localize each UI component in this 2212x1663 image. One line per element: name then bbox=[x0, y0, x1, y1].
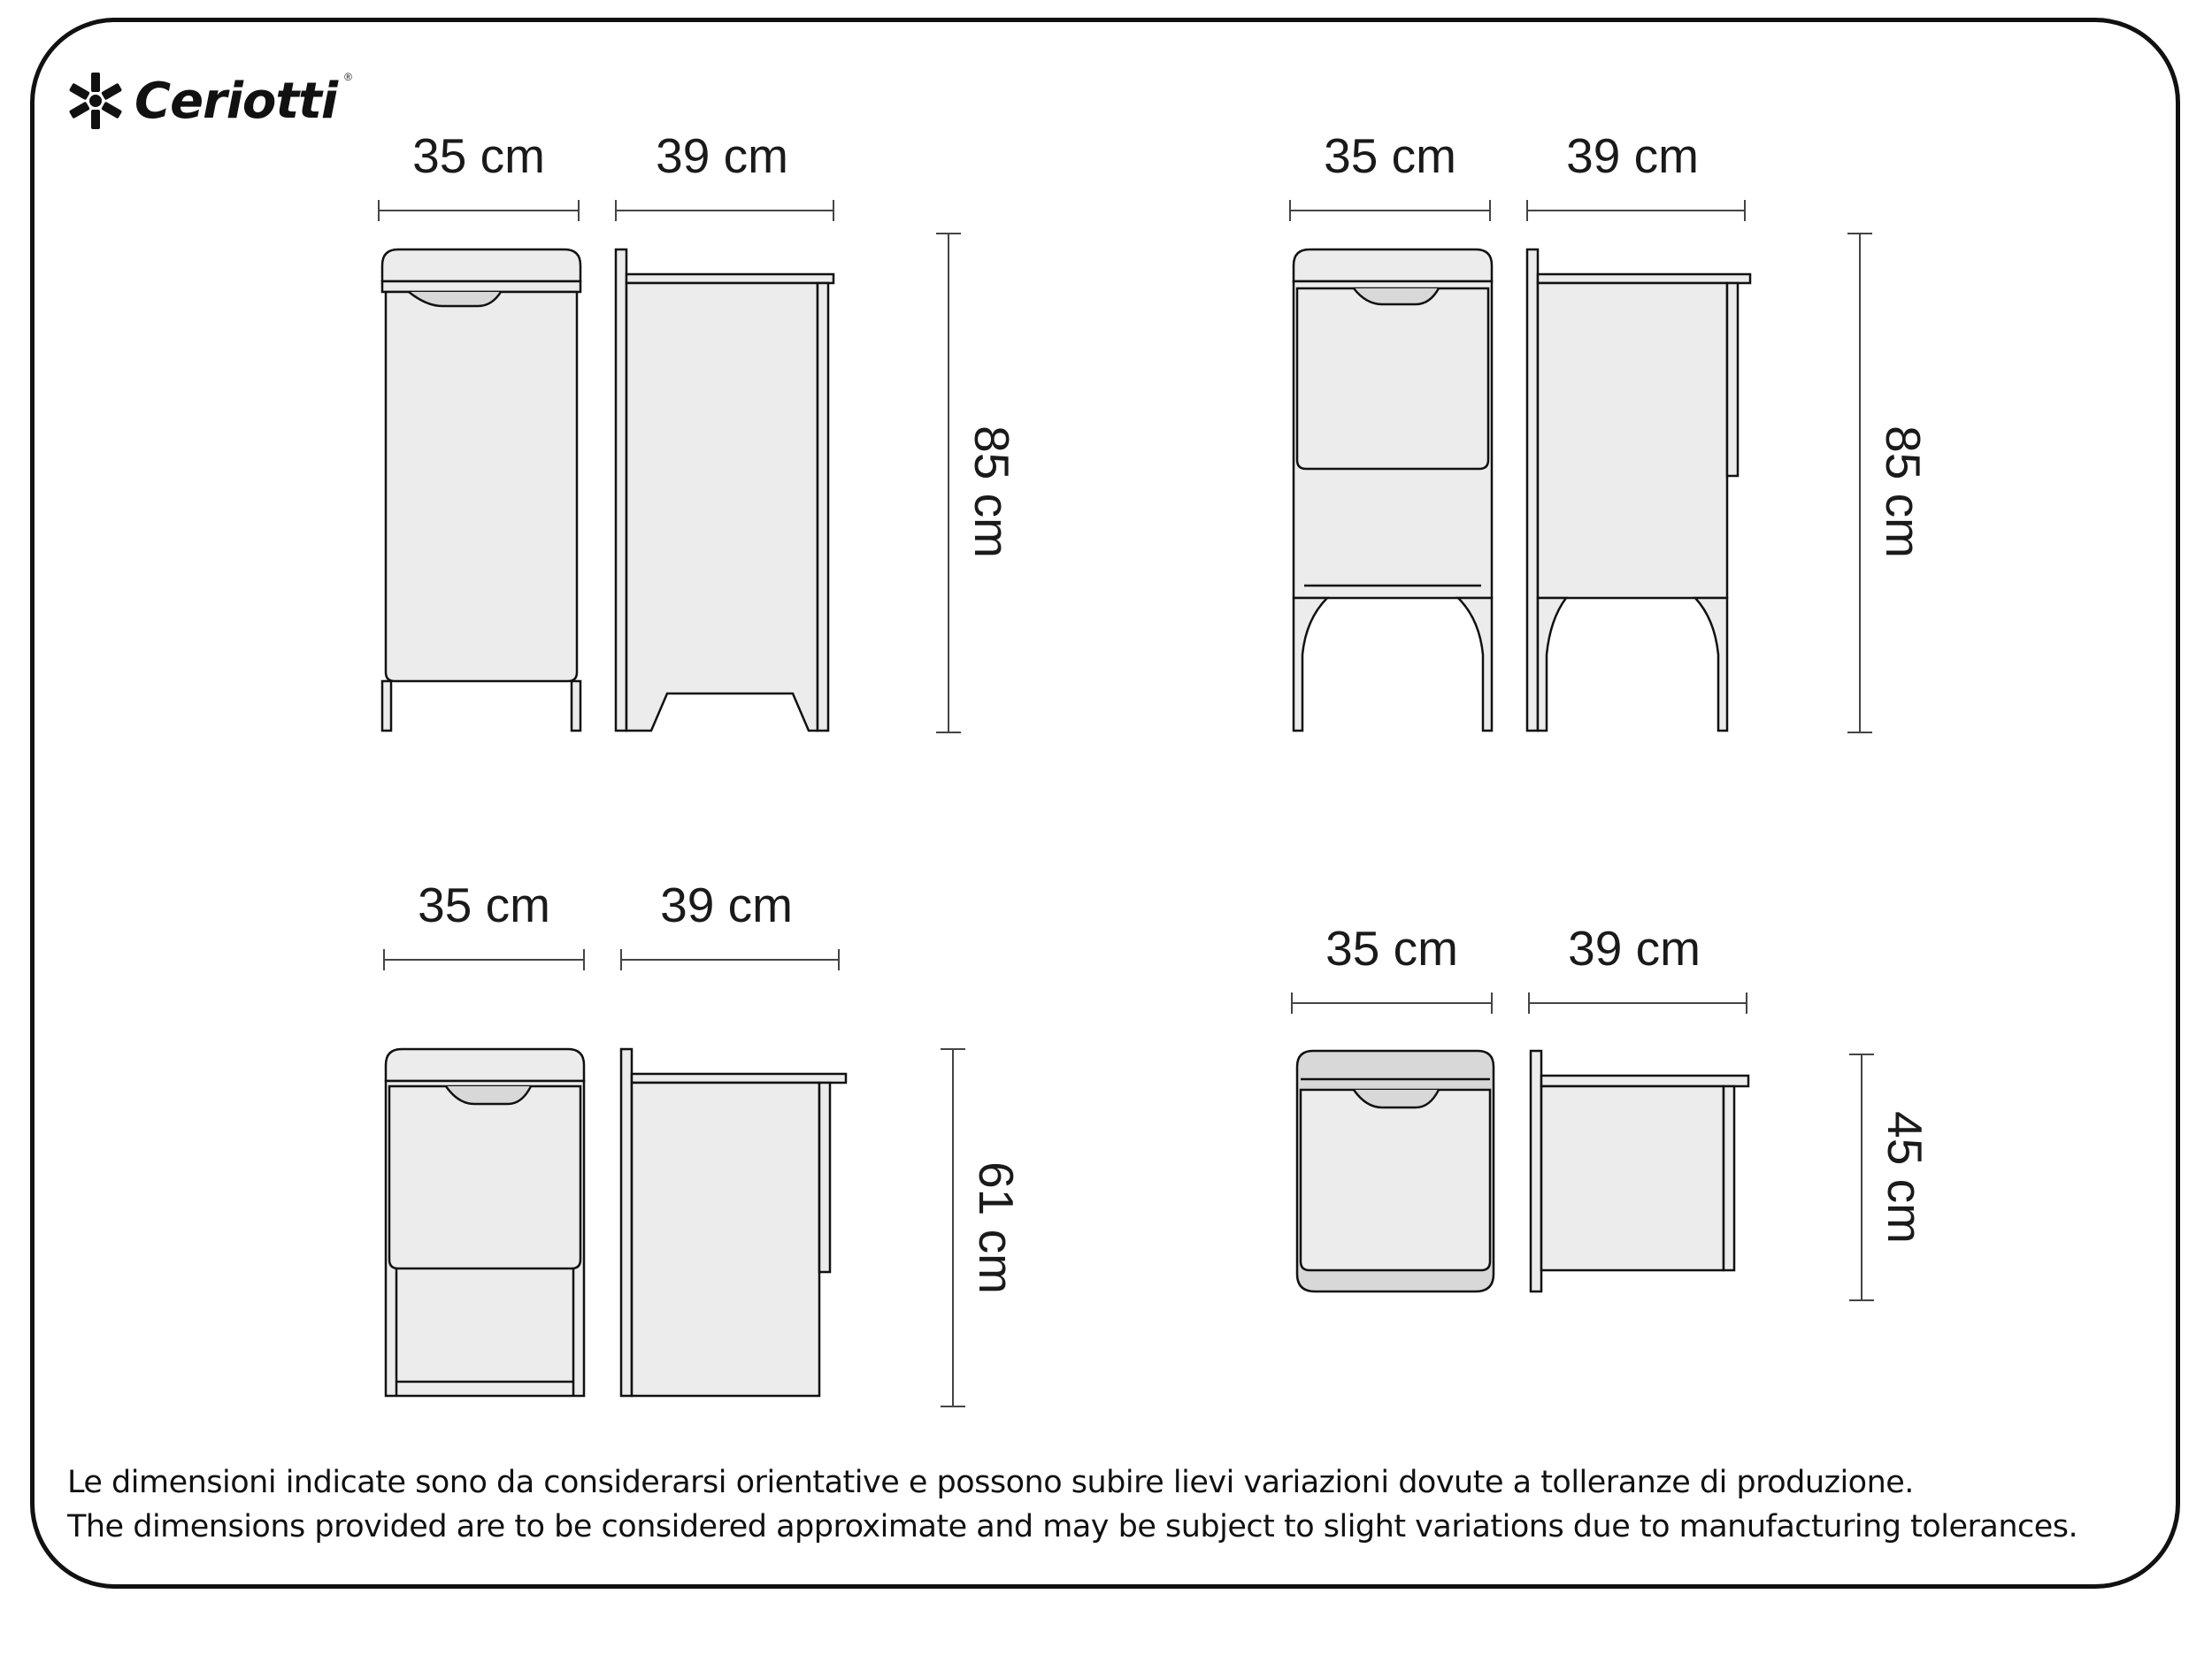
width-label: 35 cm bbox=[412, 128, 545, 183]
disclaimer-english: The dimensions provided are to be considered approximate and may be subject to slight variations due to manufacturing tolerances. bbox=[67, 1509, 2078, 1544]
height-label: 85 cm bbox=[964, 425, 1019, 558]
disclaimer-italian: Le dimensioni indicate sono da considerarsi orientative e possono subire lievi variazioni dovute a tolleranze di produzione. bbox=[67, 1465, 1914, 1500]
height-dimension bbox=[941, 1049, 965, 1406]
cabinet-tall-legs bbox=[1290, 128, 1931, 732]
front-view bbox=[1297, 1051, 1494, 1291]
front-view bbox=[382, 249, 580, 731]
front-view bbox=[386, 1049, 584, 1396]
height-dimension bbox=[936, 234, 961, 732]
width-label: 35 cm bbox=[1324, 128, 1456, 183]
height-dimension bbox=[1847, 234, 1872, 732]
width-dimension bbox=[1290, 200, 1490, 221]
depth-dimension bbox=[1529, 992, 1747, 1014]
depth-label: 39 cm bbox=[1568, 921, 1701, 976]
depth-dimension bbox=[1527, 200, 1745, 221]
brand-name: Ceriotti bbox=[134, 72, 338, 130]
depth-dimension bbox=[616, 200, 833, 221]
height-label: 85 cm bbox=[1876, 425, 1931, 558]
width-dimension bbox=[1292, 992, 1492, 1014]
side-view bbox=[1531, 1051, 1748, 1291]
width-label: 35 cm bbox=[418, 877, 550, 932]
depth-label: 39 cm bbox=[1566, 128, 1699, 183]
width-dimension bbox=[379, 200, 579, 221]
side-view bbox=[616, 249, 833, 731]
width-label: 35 cm bbox=[1325, 921, 1458, 976]
cabinet-medium bbox=[384, 877, 1024, 1406]
depth-label: 39 cm bbox=[656, 128, 788, 183]
cabinet-tall-door bbox=[379, 128, 1019, 732]
width-dimension bbox=[384, 949, 584, 970]
depth-dimension bbox=[621, 949, 839, 970]
height-label: 45 cm bbox=[1878, 1111, 1932, 1244]
side-view bbox=[1527, 249, 1750, 731]
height-dimension bbox=[1849, 1054, 1874, 1300]
brand-registered-mark: ® bbox=[344, 71, 352, 83]
front-view bbox=[1294, 249, 1492, 731]
side-view bbox=[621, 1049, 846, 1396]
cabinet-small bbox=[1292, 921, 1932, 1300]
depth-label: 39 cm bbox=[660, 877, 793, 932]
height-label: 61 cm bbox=[969, 1161, 1024, 1294]
